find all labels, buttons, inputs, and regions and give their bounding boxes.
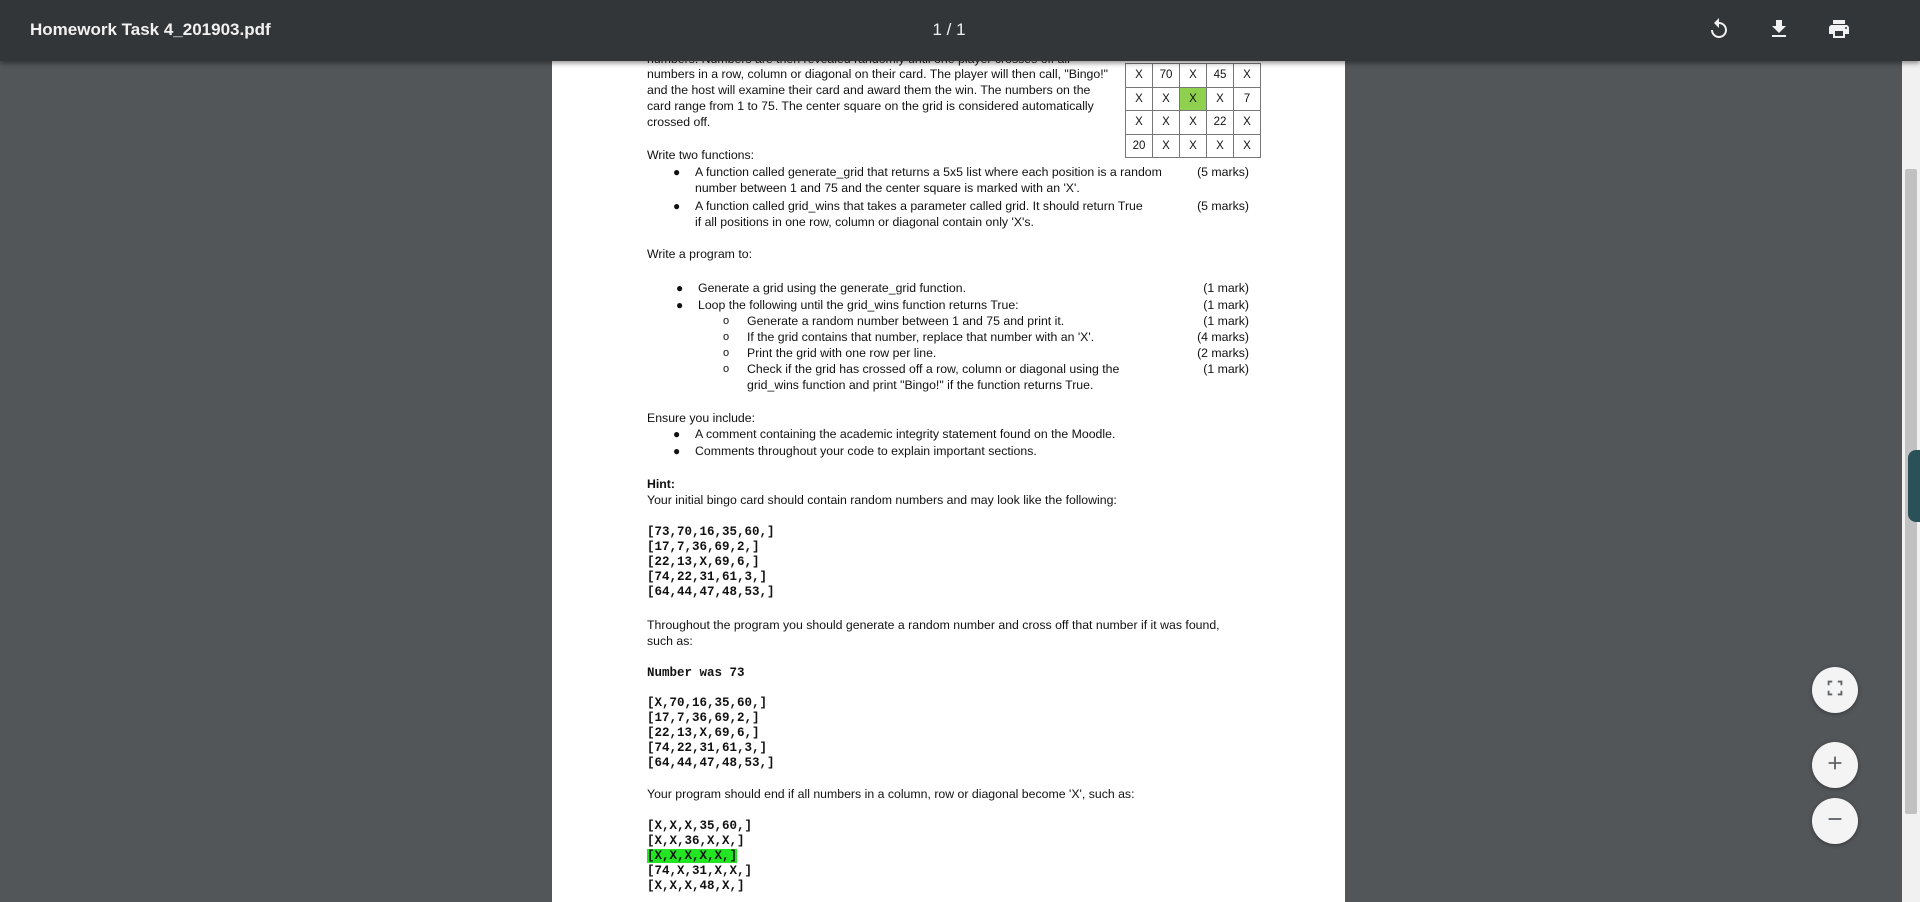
- include-item: Comments throughout your code to explain important sections.: [695, 444, 1037, 458]
- function-line: A function called grid_wins that takes a parameter called grid. It should return True: [695, 199, 1143, 213]
- code-line: [X,X,36,X,X,]: [647, 834, 745, 848]
- intro-line: crossed off.: [647, 115, 711, 129]
- code-line: [74,22,31,61,3,]: [647, 570, 768, 584]
- bullet-icon: ●: [673, 165, 681, 179]
- circle-bullet-icon: o: [723, 331, 730, 343]
- print-button[interactable]: [1822, 14, 1856, 48]
- code-line: [22,13,X,69,6,]: [647, 726, 760, 740]
- table-cell-highlighted: X: [1180, 87, 1207, 111]
- table-cell: X: [1180, 134, 1207, 158]
- hint-text: Your initial bingo card should contain random numbers and may look like the following:: [647, 493, 1117, 507]
- circle-bullet-icon: o: [723, 347, 730, 359]
- zoom-out-icon: [1824, 808, 1846, 835]
- table-row: [1126, 64, 1261, 88]
- code-line: [74,X,31,X,X,]: [647, 864, 753, 878]
- marks-label: (2 marks): [1197, 346, 1249, 360]
- rotate-button[interactable]: [1702, 14, 1736, 48]
- loop-step: Generate a random number between 1 and 75 and print it.: [747, 314, 1065, 328]
- table-cell: X: [1180, 111, 1207, 135]
- function-line: if all positions in one row, column or diagonal contain only 'X's.: [695, 215, 1034, 229]
- code-line: [X,X,X,35,60,]: [647, 819, 753, 833]
- table-cell: X: [1207, 87, 1234, 111]
- body-text: such as:: [647, 634, 693, 648]
- marks-label: (4 marks): [1197, 330, 1249, 344]
- zoom-in-button[interactable]: [1812, 742, 1858, 788]
- zoom-in-icon: [1824, 752, 1846, 779]
- table-cell: 45: [1207, 64, 1234, 88]
- table-cell: X: [1126, 64, 1153, 88]
- loop-step: Print the grid with one row per line.: [747, 346, 937, 360]
- bullet-icon: ●: [673, 444, 681, 458]
- functions-heading: Write two functions:: [647, 148, 755, 162]
- table-cell: X: [1234, 64, 1261, 88]
- circle-bullet-icon: o: [723, 363, 730, 375]
- bullet-icon: ●: [676, 298, 684, 312]
- print-icon: [1827, 17, 1851, 46]
- intro-line: numbers in a row, column or diagonal on their card. The player will then call, "Bingo!": [647, 67, 1108, 81]
- marks-label: (5 marks): [1197, 199, 1249, 213]
- table-cell: X: [1153, 87, 1180, 111]
- table-cell: X: [1234, 134, 1261, 158]
- include-item: A comment containing the academic integrity statement found on the Moodle.: [695, 427, 1116, 441]
- code-line: [74,22,31,61,3,]: [647, 741, 768, 755]
- side-panel-handle[interactable]: [1908, 450, 1920, 522]
- document-title: Homework Task 4_201903.pdf: [30, 20, 271, 39]
- code-line: [X,X,X,48,X,]: [647, 879, 745, 893]
- table-cell: X: [1153, 134, 1180, 158]
- code-line: [64,44,47,48,53,]: [647, 756, 775, 770]
- page-indicator: 1 / 1: [932, 20, 966, 39]
- number-was-line: Number was 73: [647, 666, 745, 680]
- table-cell: 7: [1234, 87, 1261, 111]
- table-cell: 70: [1153, 64, 1180, 88]
- table-cell: X: [1126, 111, 1153, 135]
- zoom-out-button[interactable]: [1812, 798, 1858, 844]
- bullet-icon: ●: [673, 199, 681, 213]
- bingo-example-table: [1125, 63, 1261, 158]
- code-line: [647, 849, 737, 863]
- table-cell: 20: [1126, 134, 1153, 158]
- table-row: [1126, 87, 1261, 111]
- include-heading: Ensure you include:: [647, 411, 756, 425]
- fit-to-page-button[interactable]: [1812, 667, 1858, 713]
- table-cell: X: [1180, 64, 1207, 88]
- code-line: [17,7,36,69,2,]: [647, 711, 760, 725]
- marks-label: (1 mark): [1203, 314, 1249, 328]
- loop-step: If the grid contains that number, replace that number with an 'X'.: [747, 330, 1095, 344]
- intro-line: and the host will examine their card and award them the win. The numbers on the: [647, 83, 1091, 97]
- code-line: [73,70,16,35,60,]: [647, 525, 775, 539]
- code-line: [17,7,36,69,2,]: [647, 540, 760, 554]
- table-cell: 22: [1207, 111, 1234, 135]
- download-icon: [1767, 17, 1791, 46]
- body-text: Throughout the program you should generate a random number and cross off that number if it was found,: [647, 618, 1220, 632]
- fit-to-page-icon: [1824, 677, 1846, 704]
- code-line: [22,13,X,69,6,]: [647, 555, 760, 569]
- body-text: Your program should end if all numbers in a column, row or diagonal become 'X', such as:: [647, 787, 1135, 801]
- code-line: [X,70,16,35,60,]: [647, 696, 768, 710]
- function-line: number between 1 and 75 and the center square is marked with an 'X'.: [695, 181, 1080, 195]
- intro-line: card range from 1 to 75. The center square on the grid is considered automatically: [647, 99, 1094, 113]
- loop-step: Check if the grid has crossed off a row, column or diagonal using the: [747, 362, 1120, 376]
- table-cell: X: [1153, 111, 1180, 135]
- download-button[interactable]: [1762, 14, 1796, 48]
- code-line: [64,44,47,48,53,]: [647, 585, 775, 599]
- table-cell: X: [1126, 87, 1153, 111]
- program-heading: Write a program to:: [647, 247, 753, 261]
- program-step: Generate a grid using the generate_grid function.: [698, 281, 966, 295]
- circle-bullet-icon: o: [723, 315, 730, 327]
- bullet-icon: ●: [676, 281, 684, 295]
- table-row: [1126, 111, 1261, 135]
- marks-label: (5 marks): [1197, 165, 1249, 179]
- pdf-page: [552, 61, 1345, 902]
- bullet-icon: ●: [673, 427, 681, 441]
- highlighted-winning-row: [X,X,X,X,X,]: [647, 849, 738, 863]
- loop-step: grid_wins function and print "Bingo!" if the function returns True.: [747, 378, 1094, 392]
- marks-label: (1 mark): [1203, 298, 1249, 312]
- hint-label: Hint:: [647, 477, 675, 491]
- rotate-icon: [1707, 17, 1731, 46]
- table-cell: X: [1207, 134, 1234, 158]
- marks-label: (1 mark): [1203, 362, 1249, 376]
- viewer-toolbar: [0, 0, 1920, 61]
- table-row: [1126, 134, 1261, 158]
- program-step: Loop the following until the grid_wins function returns True:: [698, 298, 1019, 312]
- marks-label: (1 mark): [1203, 281, 1249, 295]
- function-line: A function called generate_grid that returns a 5x5 list where each position is a random: [695, 165, 1162, 179]
- table-cell: X: [1234, 111, 1261, 135]
